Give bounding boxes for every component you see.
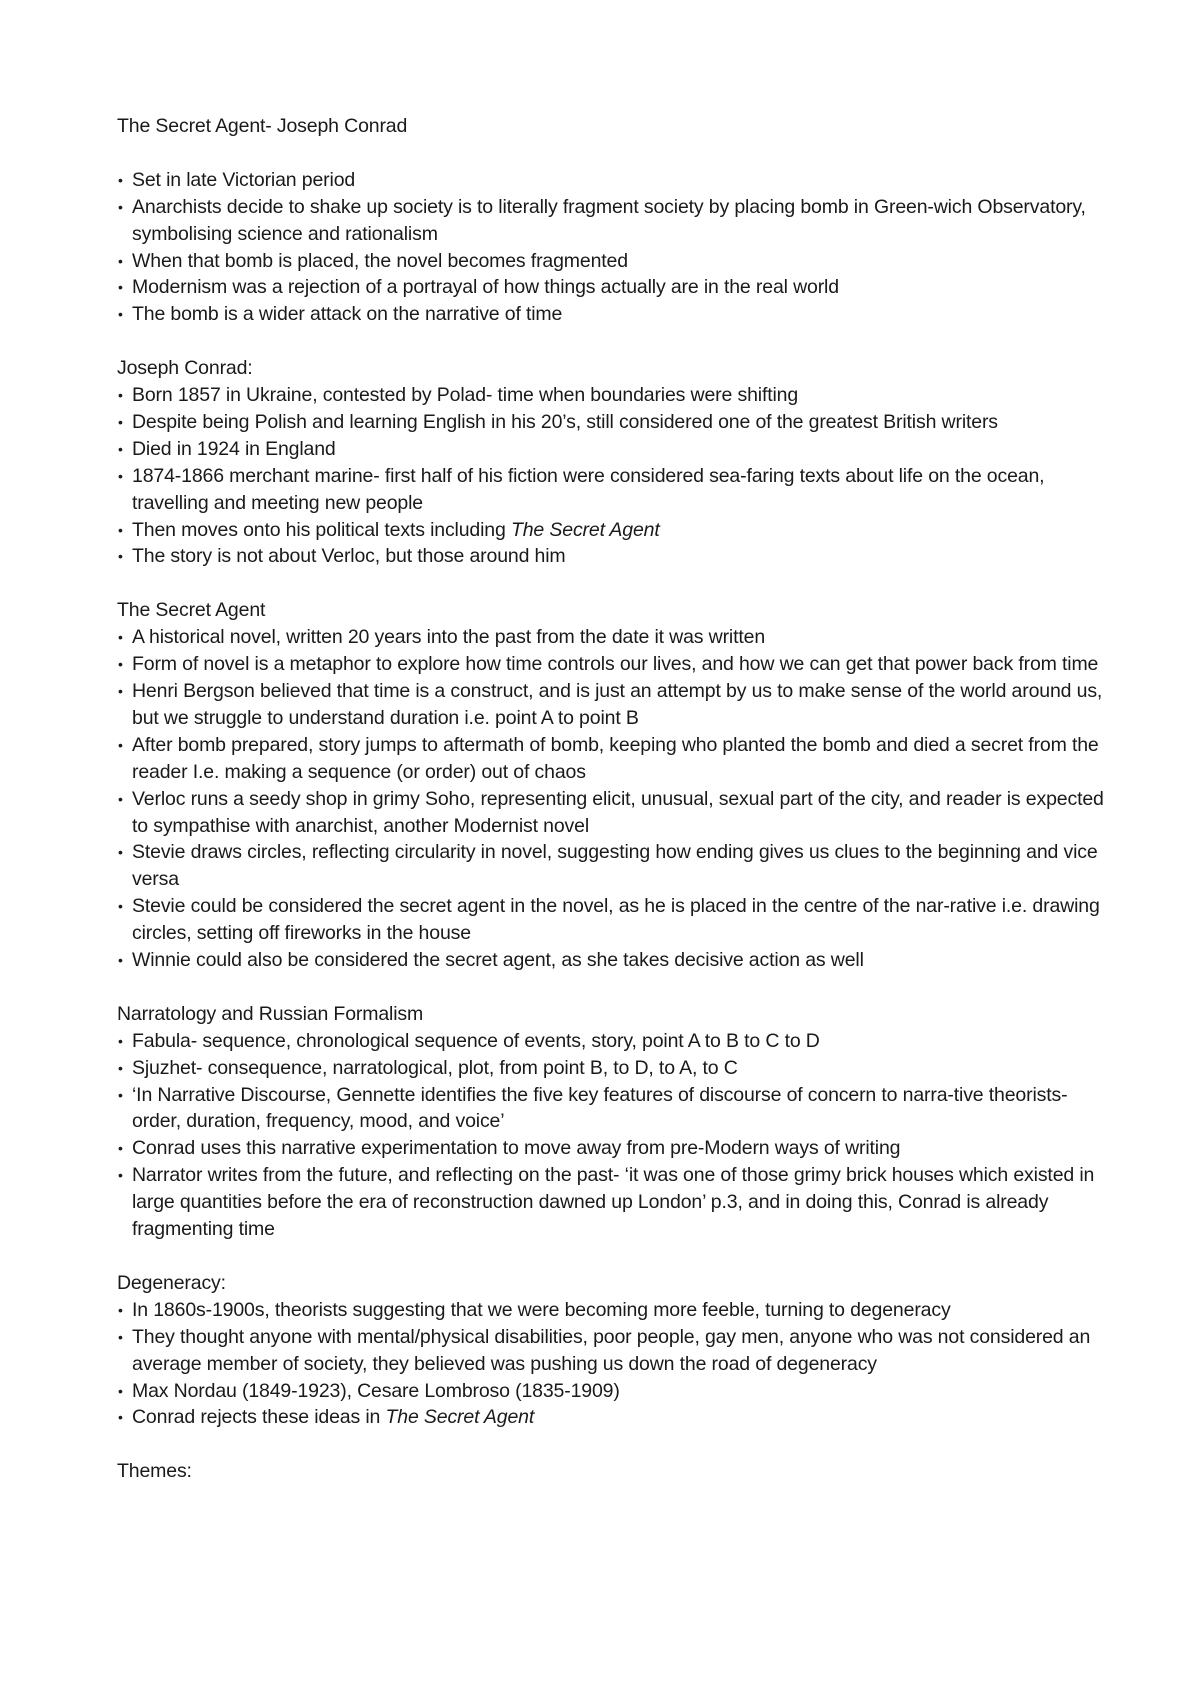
list-item: • Stevie could be considered the secret agent in the novel, as he is placed in the centre of the nar-rative i.e. drawing circles, setting off fireworks in the house [117,893,1117,947]
list-item: • Narrator writes from the future, and reflecting on the past- ‘it was one of those grimy brick houses which existed in large quantities before the era of reconstruction dawned up London’ p.3, and in doing this, Conrad is already fragmenting time [117,1162,1117,1243]
section-the-secret-agent [117,597,1117,974]
section-heading: The Secret Agent [117,599,266,622]
list-item: • Max Nordau (1849-1923), Cesare Lombroso (1835-1909) [117,1378,1117,1405]
bullet-list [117,624,1117,974]
list-item: • A historical novel, written 20 years into the past from the date it was written [117,624,1117,651]
list-item: • Verloc runs a seedy shop in grimy Soho, representing elicit, unusual, sexual part of the city, and reader is expected to sympathise with anarchist, another Modernist novel [117,786,1117,840]
list-item: • Winnie could also be considered the secret agent, as she takes decisive action as well [117,947,1117,974]
section-heading: Joseph Conrad: [117,357,253,380]
document-title: The Secret Agent- Joseph Conrad [117,115,408,137]
list-item: • They thought anyone with mental/physical disabilities, poor people, gay men, anyone who was not considered an average member of society, they believed was pushing us down the road of degeneracy [117,1324,1117,1378]
list-item: • 1874-1866 merchant marine- first half of his fiction were considered sea-faring texts about life on the ocean, travelling and meeting new people [117,463,1117,517]
list-item: • In 1860s-1900s, theorists suggesting that we were becoming more feeble, turning to degeneracy [117,1297,1117,1324]
list-item: • The bomb is a wider attack on the narrative of time [117,301,1117,328]
list-item: • Born 1857 in Ukraine, contested by Polad- time when boundaries were shifting [117,382,1117,409]
bullet-list [117,1297,1117,1432]
list-item-text: Conrad rejects these ideas in [132,1406,386,1429]
list-item: • Died in 1924 in England [117,436,1117,463]
list-item: • Despite being Polish and learning English in his 20’s, still considered one of the greatest British writers [117,409,1117,436]
list-item [117,517,1117,544]
list-item: • Set in late Victorian period [117,167,1117,194]
intro-bullet-list [117,167,1117,328]
section-narratology [117,1001,1117,1243]
section-heading: Degeneracy: [117,1271,226,1294]
list-item: • Sjuzhet- consequence, narratological, plot, from point B, to D, to A, to C [117,1055,1117,1082]
list-item-text: Then moves onto his political texts including [132,518,511,541]
book-title: The Secret Agent [510,518,660,541]
section-themes [117,1458,1117,1485]
list-item: • Stevie draws circles, reflecting circularity in novel, suggesting how ending gives us clues to the beginning and vice versa [117,839,1117,893]
list-item: • Anarchists decide to shake up society is to literally fragment society by placing bomb in Green-wich Observatory, symbolising science and rationalism [117,194,1117,248]
document-page [117,113,1117,1485]
list-item: • Fabula- sequence, chronological sequence of events, story, point A to B to C to D [117,1028,1117,1055]
section-heading: Themes: [117,1460,192,1483]
list-item: • Henri Bergson believed that time is a construct, and is just an attempt by us to make sense of the world around us, but we struggle to understand duration i.e. point A to point B [117,678,1117,732]
list-item: • When that bomb is placed, the novel becomes fragmented [117,248,1117,275]
book-title: The Secret Agent [385,1406,535,1429]
section-joseph-conrad [117,355,1117,570]
list-item [117,1404,1117,1431]
list-item: • The story is not about Verloc, but those around him [117,543,1117,570]
list-item: • After bomb prepared, story jumps to aftermath of bomb, keeping who planted the bomb and died a secret from the reader I.e. making a sequence (or order) out of chaos [117,732,1117,786]
section-heading: Narratology and Russian Formalism [117,1002,424,1025]
list-item: • Modernism was a rejection of a portrayal of how things actually are in the real world [117,274,1117,301]
list-item: • Form of novel is a metaphor to explore how time controls our lives, and how we can get that power back from time [117,651,1117,678]
list-item: • ‘In Narrative Discourse, Gennette identifies the five key features of discourse of concern to narra-tive theorists- order, duration, frequency, mood, and voice’ [117,1082,1117,1136]
bullet-list [117,382,1117,570]
bullet-list [117,1028,1117,1243]
list-item: • Conrad uses this narrative experimentation to move away from pre-Modern ways of writing [117,1135,1117,1162]
section-degeneracy [117,1270,1117,1431]
